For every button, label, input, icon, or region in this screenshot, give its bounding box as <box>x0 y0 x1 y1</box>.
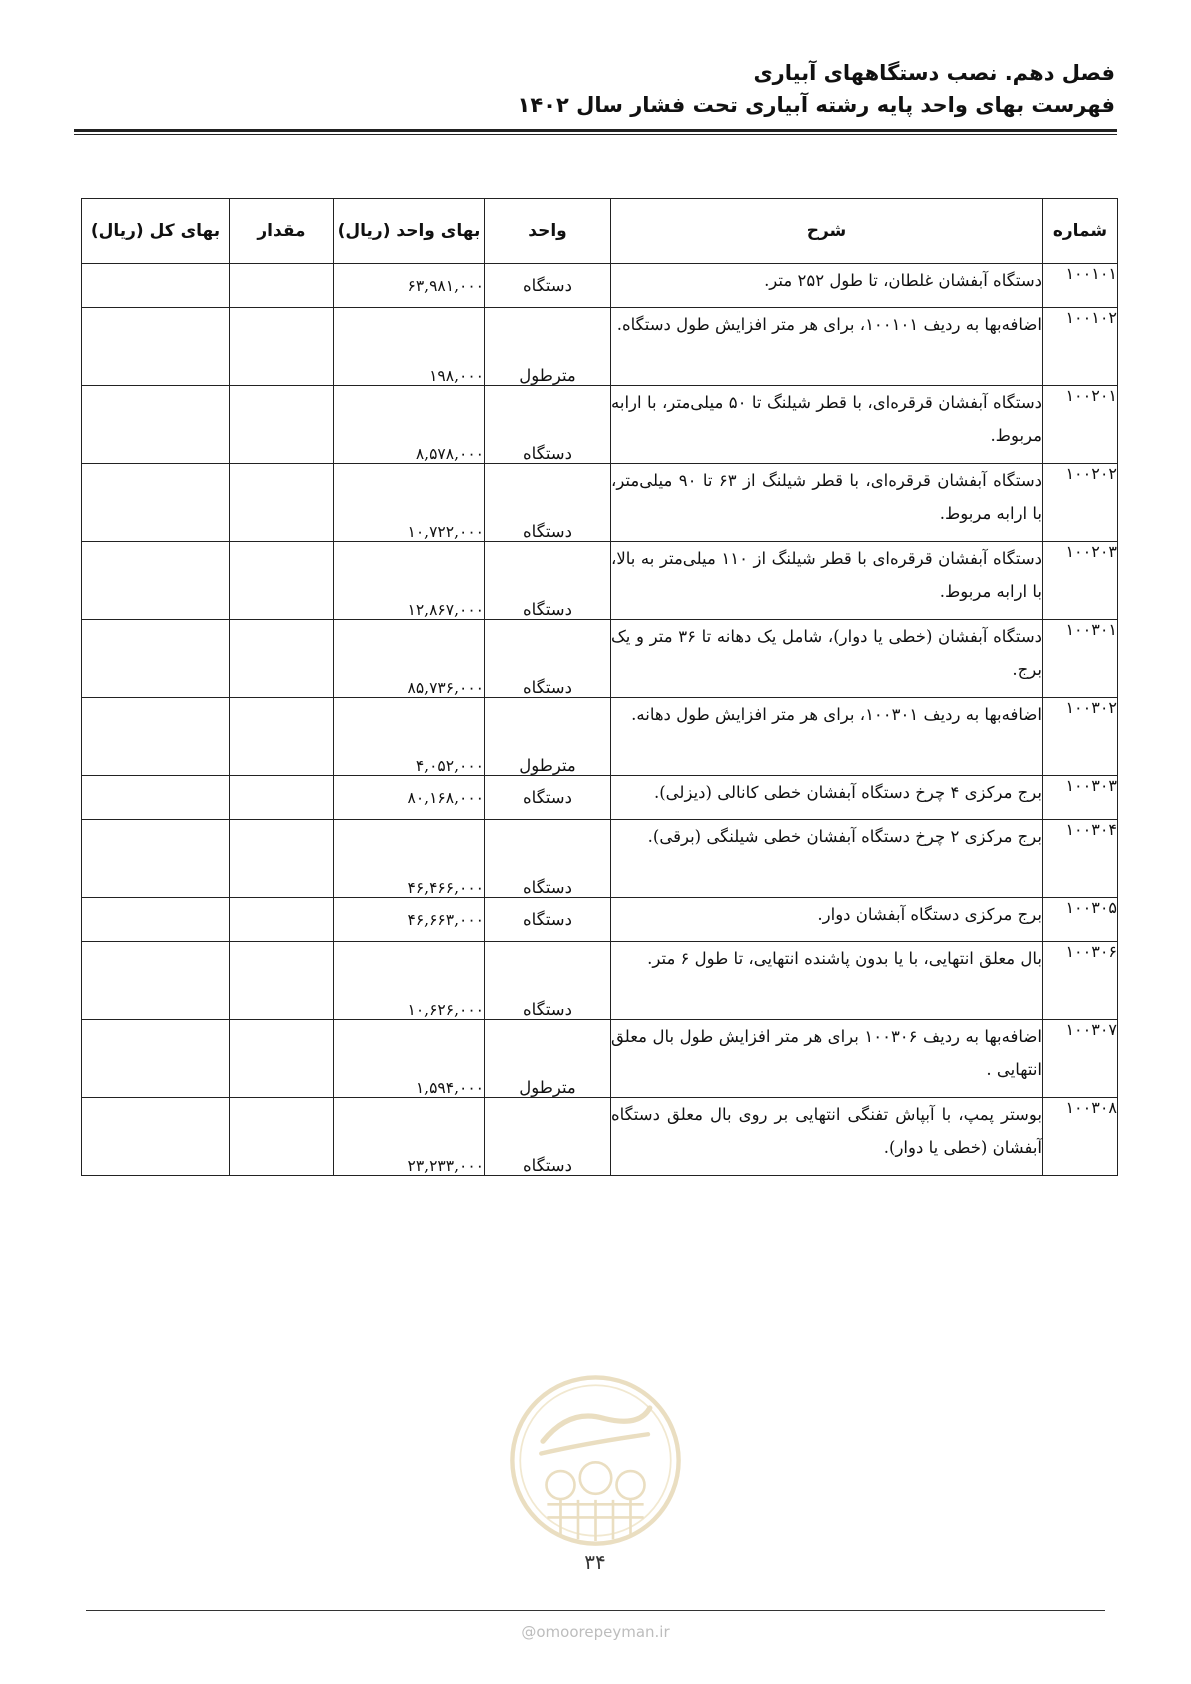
row-quantity <box>230 820 334 898</box>
row-description: دستگاه آبفشان قرقره‌ای، با قطر شیلنگ تا ۵۰ میلی‌متر، با ارابه مربوط. <box>611 386 1043 464</box>
row-unit: دستگاه <box>485 542 611 620</box>
row-quantity <box>230 620 334 698</box>
row-unit-price: ۱,۵۹۴,۰۰۰ <box>334 1020 485 1098</box>
row-quantity <box>230 464 334 542</box>
row-code: ۱۰۰۱۰۲ <box>1043 308 1118 386</box>
row-total-price <box>82 1020 230 1098</box>
table-header-row <box>82 199 1118 264</box>
row-code: ۱۰۰۳۰۴ <box>1043 820 1118 898</box>
page-header <box>76 58 1115 120</box>
col-unit-price-header: بهای واحد (ریال) <box>334 199 485 264</box>
row-description: برج مرکزی ۲ چرخ دستگاه آبفشان خطی شیلنگی (برقی). <box>611 820 1043 898</box>
table-row <box>82 386 1118 464</box>
row-quantity <box>230 308 334 386</box>
row-description: برج مرکزی دستگاه آبفشان دوار. <box>611 898 1043 942</box>
row-total-price <box>82 264 230 308</box>
row-description: دستگاه آبفشان قرقره‌ای، با قطر شیلنگ از ۶۳ تا ۹۰ میلی‌متر، با ارابه مربوط. <box>611 464 1043 542</box>
table-row <box>82 776 1118 820</box>
row-unit: دستگاه <box>485 464 611 542</box>
footer-website[interactable]: @omoorepeyman.ir <box>521 1623 670 1641</box>
row-quantity <box>230 1098 334 1176</box>
table-row <box>82 1098 1118 1176</box>
row-unit-price: ۱۲,۸۶۷,۰۰۰ <box>334 542 485 620</box>
row-unit-price: ۱۰,۷۲۲,۰۰۰ <box>334 464 485 542</box>
row-unit: دستگاه <box>485 942 611 1020</box>
row-quantity <box>230 1020 334 1098</box>
table-row <box>82 620 1118 698</box>
row-unit: مترطول <box>485 1020 611 1098</box>
table-row <box>82 464 1118 542</box>
table-row <box>82 542 1118 620</box>
row-unit: دستگاه <box>485 820 611 898</box>
row-unit: دستگاه <box>485 1098 611 1176</box>
row-unit-price: ۸۵,۷۳۶,۰۰۰ <box>334 620 485 698</box>
chapter-title: فصل دهم. نصب دستگاههای آبیاری <box>753 61 1115 85</box>
table-row <box>82 698 1118 776</box>
col-quantity-header: مقدار <box>230 199 334 264</box>
col-description-header: شرح <box>611 199 1043 264</box>
row-code: ۱۰۰۲۰۲ <box>1043 464 1118 542</box>
table-row <box>82 1020 1118 1098</box>
row-code: ۱۰۰۳۰۷ <box>1043 1020 1118 1098</box>
row-unit: دستگاه <box>485 898 611 942</box>
row-unit: دستگاه <box>485 620 611 698</box>
row-code: ۱۰۰۳۰۱ <box>1043 620 1118 698</box>
list-title: فهرست بهای واحد پایه رشته آبیاری تحت فشار سال ۱۴۰۲ <box>517 93 1115 117</box>
row-description: بوستر پمپ، با آبپاش تفنگی انتهایی بر روی بال معلق دستگاه آبفشان (خطی یا دوار). <box>611 1098 1043 1176</box>
row-quantity <box>230 698 334 776</box>
row-total-price <box>82 1098 230 1176</box>
row-unit-price: ۴۶,۶۶۳,۰۰۰ <box>334 898 485 942</box>
row-unit: دستگاه <box>485 776 611 820</box>
page-number: ۳۴ <box>584 1550 606 1574</box>
row-total-price <box>82 386 230 464</box>
row-unit-price: ۲۳,۲۳۳,۰۰۰ <box>334 1098 485 1176</box>
row-total-price <box>82 776 230 820</box>
row-code: ۱۰۰۲۰۱ <box>1043 386 1118 464</box>
row-total-price <box>82 898 230 942</box>
row-description: اضافه‌بها به ردیف ۱۰۰۳۰۶ برای هر متر افزایش طول بال معلق انتهایی . <box>611 1020 1043 1098</box>
row-code: ۱۰۰۱۰۱ <box>1043 264 1118 308</box>
row-unit-price: ۴۶,۴۶۶,۰۰۰ <box>334 820 485 898</box>
row-description: دستگاه آبفشان قرقره‌ای با قطر شیلنگ از ۱۱۰ میلی‌متر به بالا، با ارابه مربوط. <box>611 542 1043 620</box>
col-unit-header: واحد <box>485 199 611 264</box>
row-description: دستگاه آبفشان غلطان، تا طول ۲۵۲ متر. <box>611 264 1043 308</box>
footer-rule <box>86 1610 1105 1611</box>
row-unit-price: ۸,۵۷۸,۰۰۰ <box>334 386 485 464</box>
row-unit-price: ۱۹۸,۰۰۰ <box>334 308 485 386</box>
row-quantity <box>230 942 334 1020</box>
header-rule-thick <box>74 129 1117 132</box>
col-code-header: شماره <box>1043 199 1118 264</box>
row-unit: مترطول <box>485 698 611 776</box>
row-total-price <box>82 942 230 1020</box>
row-total-price <box>82 698 230 776</box>
table-row <box>82 898 1118 942</box>
row-description: برج مرکزی ۴ چرخ دستگاه آبفشان خطی کانالی (دیزلی). <box>611 776 1043 820</box>
row-total-price <box>82 542 230 620</box>
header-rule-thin <box>74 134 1117 135</box>
row-description: دستگاه آبفشان (خطی یا دوار)، شامل یک دهانه تا ۳۶ متر و یک برج. <box>611 620 1043 698</box>
table-row <box>82 942 1118 1020</box>
row-code: ۱۰۰۳۰۳ <box>1043 776 1118 820</box>
row-unit-price: ۴,۰۵۲,۰۰۰ <box>334 698 485 776</box>
row-unit-price: ۱۰,۶۲۶,۰۰۰ <box>334 942 485 1020</box>
row-unit: دستگاه <box>485 264 611 308</box>
row-total-price <box>82 464 230 542</box>
row-description: اضافه‌بها به ردیف ۱۰۰۱۰۱، برای هر متر افزایش طول دستگاه. <box>611 308 1043 386</box>
row-unit-price: ۸۰,۱۶۸,۰۰۰ <box>334 776 485 820</box>
row-description: اضافه‌بها به ردیف ۱۰۰۳۰۱، برای هر متر افزایش طول دهانه. <box>611 698 1043 776</box>
table-row <box>82 820 1118 898</box>
row-quantity <box>230 776 334 820</box>
price-table <box>81 198 1118 1176</box>
row-unit: دستگاه <box>485 386 611 464</box>
row-quantity <box>230 542 334 620</box>
row-quantity <box>230 386 334 464</box>
row-description: بال معلق انتهایی، با یا بدون پاشنده انتهایی، تا طول ۶ متر. <box>611 942 1043 1020</box>
table-row <box>82 264 1118 308</box>
table-row <box>82 308 1118 386</box>
row-unit: مترطول <box>485 308 611 386</box>
watermark-seal-icon <box>508 1373 683 1548</box>
col-total-price-header: بهای کل (ریال) <box>82 199 230 264</box>
row-quantity <box>230 898 334 942</box>
row-unit-price: ۶۳,۹۸۱,۰۰۰ <box>334 264 485 308</box>
row-code: ۱۰۰۳۰۲ <box>1043 698 1118 776</box>
row-code: ۱۰۰۲۰۳ <box>1043 542 1118 620</box>
row-code: ۱۰۰۳۰۸ <box>1043 1098 1118 1176</box>
row-total-price <box>82 620 230 698</box>
row-total-price <box>82 820 230 898</box>
row-total-price <box>82 308 230 386</box>
row-code: ۱۰۰۳۰۶ <box>1043 942 1118 1020</box>
row-quantity <box>230 264 334 308</box>
row-code: ۱۰۰۳۰۵ <box>1043 898 1118 942</box>
